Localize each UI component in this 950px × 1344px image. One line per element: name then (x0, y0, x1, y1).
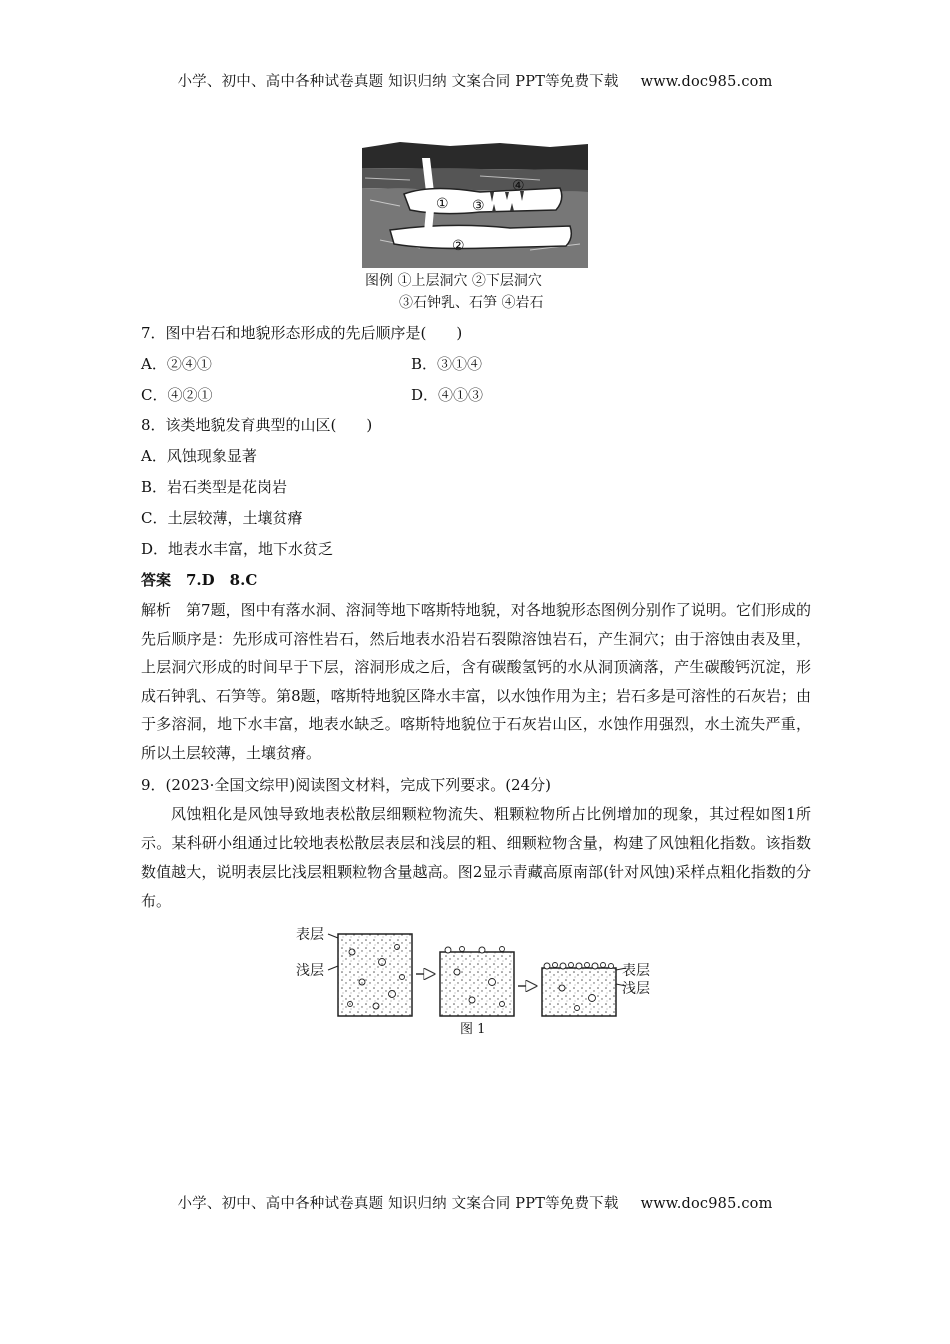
karst-cave-drawing (360, 140, 590, 270)
legend-line-2: ③石钟乳、石笋 ④岩石 (399, 295, 544, 311)
label-shallow-left: 浅层 (296, 963, 324, 979)
q8-option-c: C．土层较薄，土壤贫瘠 (141, 509, 303, 527)
wind-erosion-figure (292, 922, 662, 1037)
question-9-material: 风蚀粗化是风蚀导致地表松散层细颗粒物流失、粗颗粒物所占比例增加的现象，其过程如图1所示。某科研小组通过比较地表松散层表层和浅层的粗、细颗粒物含量，构建了风蚀粗化指数。该指数数值越大，说明表层比浅层粗颗粒物含量越高。图2显示青藏高原南部(针对风蚀)采样点粗化指数的分布。 (141, 805, 811, 910)
page-footer (0, 1192, 950, 1213)
marker-2: ② (452, 238, 465, 254)
analysis-paragraph: 解析 第7题，图中有落水洞、溶洞等地下喀斯特地貌，对各地貌形态图例分别作了说明。它们形成的先后顺序是：先形成可溶性岩石，然后地表水沿岩石裂隙溶蚀岩石，产生洞穴；由于溶蚀由表及里，上层洞穴形成的时间早于下层，溶洞形成之后，含有碳酸氢钙的水从洞顶滴落，产生碳酸钙沉淀，形成石钟乳、石笋等。第8题，喀斯特地貌区降水丰富，以水蚀作用为主；岩石多是可溶性的石灰岩；由于多溶洞，地下水丰富，地表水缺乏。喀斯特地貌位于石灰岩山区，水蚀作用强烈，水土流失严重，所以土层较薄，土壤贫瘠。 (141, 601, 811, 762)
q7-option-a: A．②④① (141, 355, 212, 373)
q8-option-d: D．地表水丰富，地下水贫乏 (141, 540, 334, 558)
label-surface-right: 表层 (622, 963, 650, 979)
question-7-stem: 7．图中岩石和地貌形态形成的先后顺序是( ) (141, 324, 463, 342)
figure-1-caption: 图 1 (460, 1022, 486, 1037)
header-text: 小学、初中、高中各种试卷真题 知识归纳 文案合同 PPT等免费下载 (177, 74, 619, 90)
karst-figure-legend (365, 270, 543, 314)
q7-option-d: D．④①③ (411, 386, 484, 404)
answer-line: 答案 7.D 8.C (141, 571, 258, 589)
q8-option-a: A．风蚀现象显著 (141, 447, 257, 465)
footer-site: www.doc985.com (640, 1196, 773, 1212)
marker-1: ① (436, 196, 449, 212)
question-8-stem: 8．该类地貌发育典型的山区( ) (141, 416, 373, 434)
q7-option-b: B．③①④ (411, 355, 483, 373)
marker-4: ④ (512, 178, 525, 194)
marker-3: ③ (472, 198, 485, 214)
q7-option-c: C．④②① (141, 386, 213, 404)
page-header (0, 70, 950, 91)
coarsening-diagram (292, 922, 662, 1018)
label-surface-left: 表层 (296, 927, 324, 943)
footer-text: 小学、初中、高中各种试卷真题 知识归纳 文案合同 PPT等免费下载 (177, 1196, 619, 1212)
label-shallow-right: 浅层 (622, 981, 650, 997)
question-9-stem: 9．(2023·全国文综甲)阅读图文材料，完成下列要求。(24分) (141, 776, 551, 794)
legend-line-1: 图例 ①上层洞穴 ②下层洞穴 (365, 273, 542, 289)
q8-option-b: B．岩石类型是花岗岩 (141, 478, 288, 496)
header-site: www.doc985.com (640, 74, 773, 90)
